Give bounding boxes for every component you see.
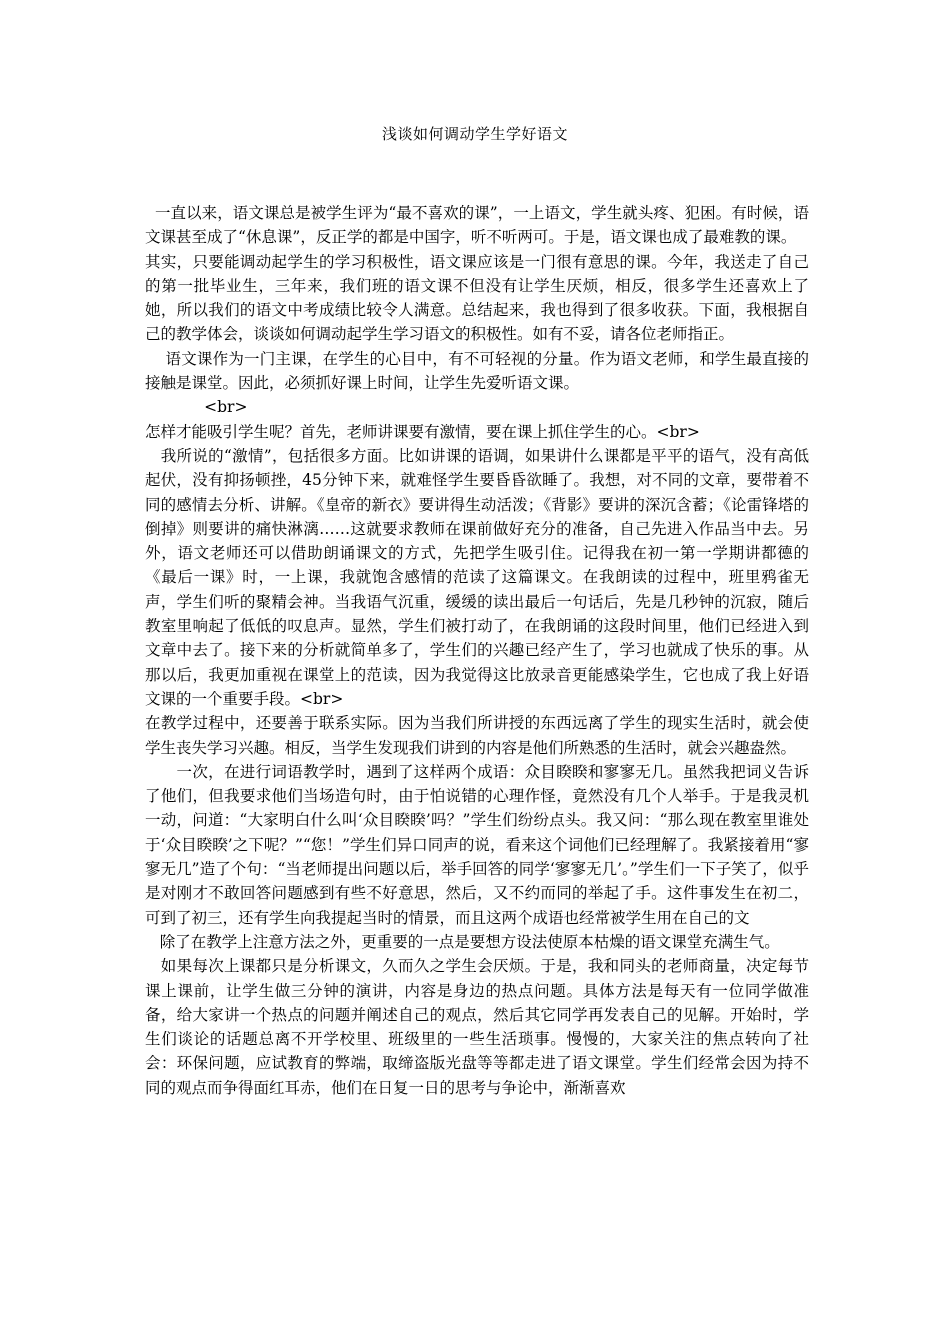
paragraph-intro: 一直以来，语文课总是被学生评为“最不喜欢的课”，一上语文，学生就头疼、犯困。有时候，语文课甚至成了“休息课”，反正学的都是中国字，听不听两可。于是，语文课也成了最难教的课。: [145, 204, 809, 247]
document-title: 浅谈如何调动学生学好语文: [381, 125, 568, 143]
paragraph-idiom-example: 一次，在进行词语教学时，遇到了这样两个成语：众目睽睽和寥寥无几。虽然我把词义告诉了他们，但我要求他们当场造句时，由于怕说错的心理作怪，竟然没有几个人举手。于是我灵机一动，问道：“大家明白什么叫‘众目睽睽’吗？”学生们纷纷点头。我又问：“那么现在教室里谁处于‘众目睽睽’之下呢？”“您！”学生们异口同声的说，看来这个词他们已经理解了。我紧接着用“寥寥无几”造了个句：“当老师提出问题以后，举手回答的同学‘寥寥无几’。”学生们一下子笑了，似乎是对刚才不敢回答问题感到有些不好意思，然后，又不约而同的举起了手。这件事发生在初二，可到了初三，还有学生向我提起当时的情景，而且这两个成语也经常被学生用在自己的文: [145, 762, 810, 927]
paragraph-main-subject: 语文课作为一门主课，在学生的心目中，有不可轻视的分量。作为语文老师，和学生最直接的接触是课堂。因此，必须抓好课上时间，让学生先爱听语文课。: [145, 349, 809, 393]
paragraph-lively-class: 除了在教学上注意方法之外，更重要的一点是要想方设法使原本枯燥的语文课堂充满生气。: [145, 932, 780, 951]
paragraph-real-life: 在教学过程中，还要善于联系实际。因为当我们所讲授的东西远离了学生的现实生活时，就会使学生丧失学习兴趣。相反，当学生发现我们讲到的内容是他们所熟悉的生活时，就会兴趣盎然。: [145, 714, 809, 757]
paragraph-br-marker: <br>: [145, 398, 248, 417]
paragraph-attract-students: 怎样才能吸引学生呢？首先，老师讲课要有激情，要在课上抓住学生的心。<br>: [145, 422, 700, 441]
paragraph-background: 其实，只要能调动起学生的学习积极性，语文课应该是一门很有意思的课。今年，我送走了自己的第一批毕业生，三年来，我们班的语文课不但没有让学生厌烦，相反，很多学生还喜欢上了她，所以我们的语文中考成绩比较令人满意。总结起来，我也得到了很多收获。下面，我根据自己的教学体会，谈谈如何调动起学生学习语文的积极性。如有不妥，请各位老师指正。: [145, 252, 809, 344]
document-body: [145, 201, 809, 1100]
paragraph-speech-practice: 如果每次上课都只是分析课文，久而久之学生会厌烦。于是，我和同头的老师商量，决定每节课上课前，让学生做三分钟的演讲，内容是身边的热点问题。具体方法是每天有一位同学做准备，给大家讲一个热点的问题并阐述自己的观点，然后其它同学再发表自己的见解。开始时，学生们谈论的话题总离不开学校里、班级里的一些生活琐事。慢慢的，大家关注的焦点转向了社会：环保问题，应试教育的弊端，取缔盗版光盘等等都走进了语文课堂。学生们经常会因为持不同的观点而争得面红耳赤，他们在日复一日的思考与争论中，渐渐喜欢: [145, 957, 810, 1097]
paragraph-passion: 我所说的“激情”，包括很多方面。比如讲课的语调，如果讲什么课都是平平的语气，没有高低起伏，没有抑扬顿挫，45分钟下来，就难怪学生要昏昏欲睡了。我想，对不同的文章，要带着不同的感情去分析、讲解。《皇帝的新衣》要讲得生动活泼；《背影》要讲的深沉含蓄；《论雷锋塔的倒掉》则要讲的痛快淋漓……这就要求教师在课前做好充分的准备，自己先进入作品当中去。另外，语文老师还可以借助朗诵课文的方式，先把学生吸引住。记得我在初一第一学期讲都德的《最后一课》时，一上课，我就饱含感情的范读了这篇课文。在我朗读的过程中，班里鸦雀无声，学生们听的聚精会神。当我语气沉重，缓缓的读出最后一句话后，先是几秒钟的沉寂，随后教室里响起了低低的叹息声。显然，学生们被打动了，在我朗诵的这段时间里，他们已经进入到文章中去了。接下来的分析就简单多了，学生们的兴趣已经产生了，学习也就成了快乐的事。从那以后，我更加重视在课堂上的范读，因为我觉得这比放录音更能感染学生，它也成了我上好语文课的一个重要手段。<br>: [145, 446, 810, 708]
